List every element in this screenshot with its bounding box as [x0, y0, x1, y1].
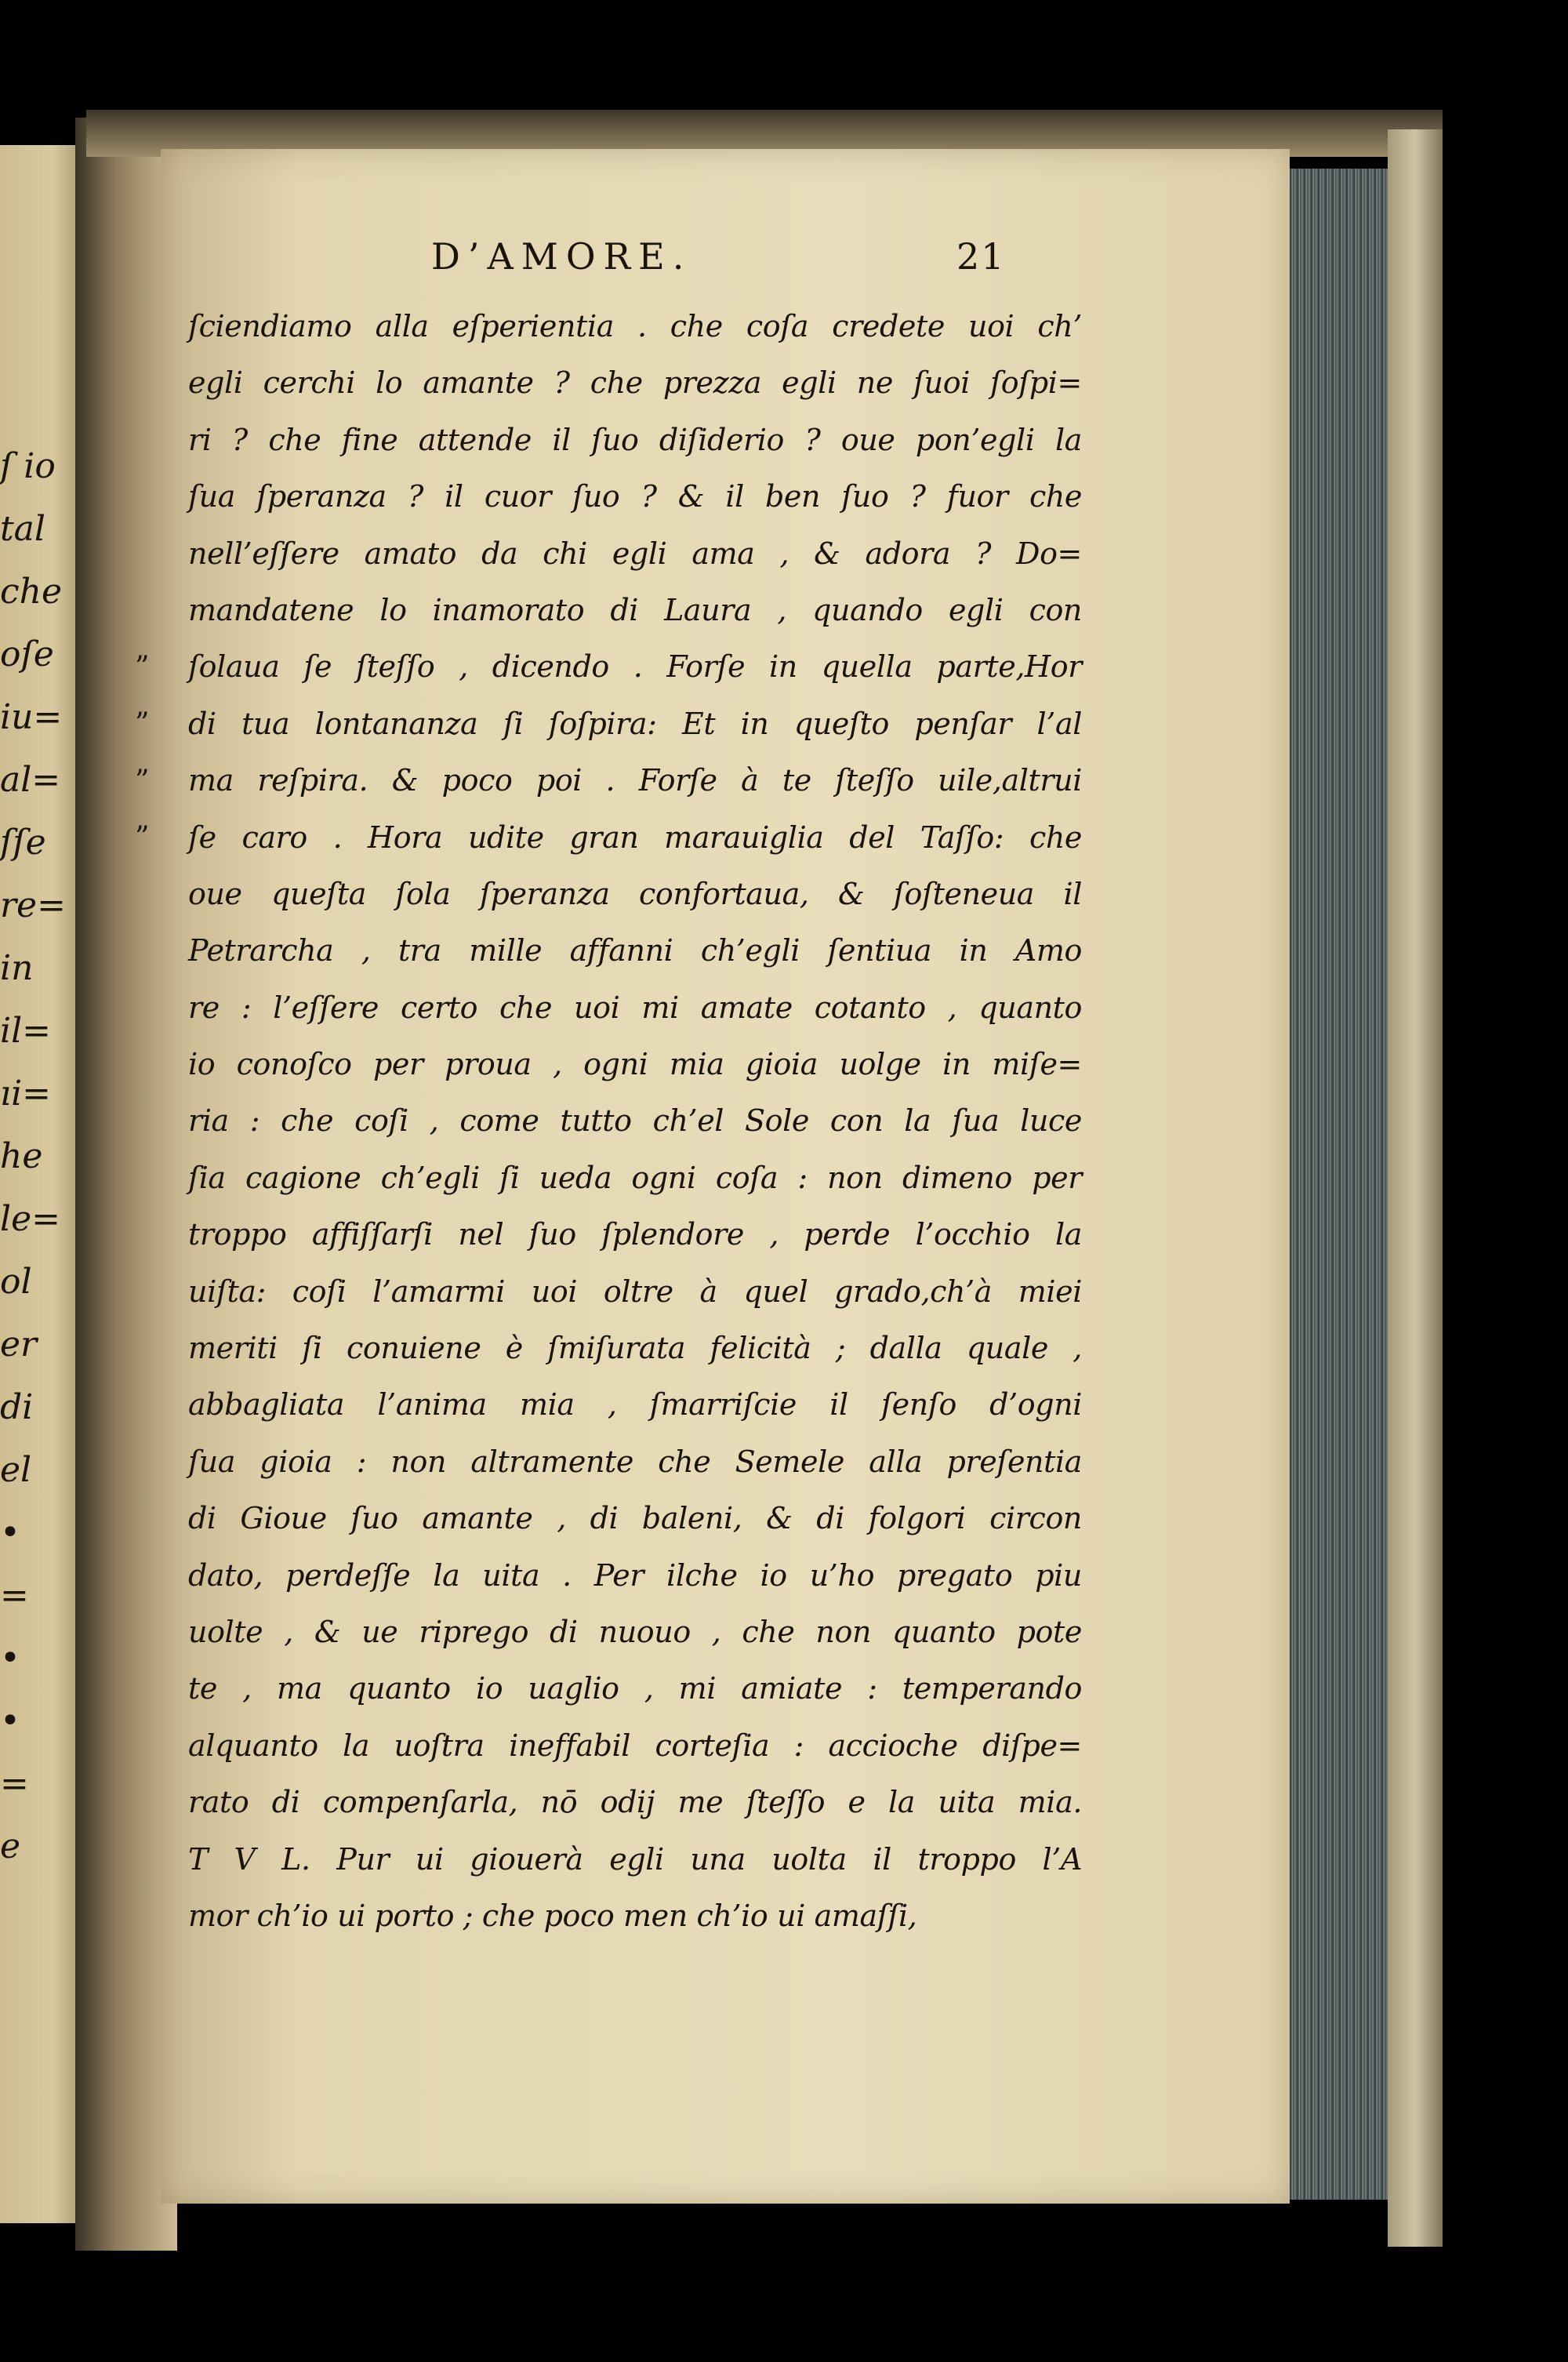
book-cover-edge	[1388, 129, 1443, 2247]
left-fragment: ſ io	[0, 446, 56, 486]
page-fore-edge	[1286, 169, 1388, 2200]
page-number: 21	[956, 235, 1006, 278]
text-line: ſolaua ſe ſteſſo , dicendo . Forſe in quella parte,Hor	[188, 649, 1082, 685]
text-line: io conoſco per proua , ogni mia gioia uolge in miſe=	[188, 1047, 1082, 1082]
left-fragment: tal	[0, 509, 45, 549]
left-fragment: =	[0, 1575, 29, 1615]
text-line: di tua lontananza ſi ſoſpira: Et in queſto penſar l’al	[188, 706, 1082, 741]
left-fragment: ſſe	[0, 823, 46, 863]
left-fragment: iu=	[0, 697, 63, 737]
text-line: alquanto la uoſtra ineffabil corteſia : accioche diſpe=	[188, 1728, 1082, 1763]
text-line: T V L. Pur ui giouerà egli una uolta il troppo l’A	[188, 1841, 1082, 1877]
left-fragment: •	[0, 1701, 20, 1741]
left-fragment: di	[0, 1387, 34, 1427]
left-fragment: e	[0, 1826, 21, 1866]
text-line: Petrarcha , tra mille affanni ch’egli ſentiua in Amo	[188, 933, 1082, 968]
text-line: ſe caro . Hora udite gran marauiglia del Taſſo: che	[188, 819, 1082, 855]
left-fragment: che	[0, 572, 63, 612]
left-fragment: le=	[0, 1199, 60, 1239]
left-fragment: re=	[0, 885, 66, 925]
left-fragment: ıi=	[0, 1074, 52, 1114]
text-line: di Gioue ſuo amante , di baleni, & di folgori circon	[188, 1501, 1082, 1536]
text-line: ſciendiamo alla eſperientia . che coſa credete uoi ch’	[188, 309, 1082, 343]
left-fragment: er	[0, 1325, 38, 1365]
left-fragment: il=	[0, 1011, 52, 1051]
quote-mark: ”	[135, 651, 150, 683]
text-line: egli cerchi lo amante ? che prezza egli ne ſuoi ſoſpi=	[188, 365, 1082, 401]
text-line: te , ma quanto io uaglio , mi amiate : temperando	[188, 1671, 1082, 1706]
quote-mark: ”	[135, 764, 150, 797]
left-fragment: al=	[0, 760, 61, 800]
text-line: ma reſpira. & poco poi . Forſe à te ſteſſo uile,altrui	[188, 763, 1082, 798]
text-line: mor ch’io ui porto ; che poco men ch’io ui amaſſi,	[188, 1898, 917, 1933]
left-fragment: oſe	[0, 634, 54, 674]
text-line: ri ? che fine attende il ſuo diſiderio ? oue pon’egli la	[188, 422, 1082, 457]
text-line: re : l’eſſere certo che uoi mi amate cotanto , quanto	[188, 990, 1082, 1025]
text-line: troppo affiſſarſi nel ſuo ſplendore , perde l’occhio la	[188, 1217, 1082, 1252]
left-fragment: el	[0, 1450, 32, 1490]
left-fragment: in	[0, 948, 34, 988]
text-line: rato di compenſarla, nō odij me ſteſſo e la uita mia.	[188, 1785, 1082, 1820]
quote-mark: ”	[135, 707, 150, 740]
text-line: dato, perdeſſe la uita . Per ilche io u’ho pregato piu	[188, 1557, 1082, 1593]
quote-mark: ”	[135, 821, 150, 854]
body-text	[188, 298, 1082, 1944]
text-line: abbagliata l’anima mia , ſmarriſcie il ſenſo d’ogni	[188, 1387, 1082, 1423]
text-line: ſua ſperanza ? il cuor ſuo ? & il ben ſuo ? fuor che	[188, 479, 1082, 514]
text-line: ria : che coſi , come tutto ch’el Sole con la ſua luce	[188, 1103, 1082, 1139]
text-line: oue queſta ſola ſperanza confortaua, & ſoſteneua il	[188, 876, 1082, 911]
text-line: mandatene lo inamorato di Laura , quando egli con	[188, 592, 1082, 627]
left-fragment: =	[0, 1764, 29, 1804]
text-line: uolte , & ue riprego di nuouo , che non quanto pote	[188, 1614, 1082, 1649]
left-fragment: he	[0, 1136, 43, 1176]
left-fragment: ol	[0, 1262, 32, 1302]
text-line: ſia cagione ch’egli ſi ueda ogni coſa : non dimeno per	[188, 1160, 1082, 1195]
text-line: ſua gioia : non altramente che Semele alla preſentia	[188, 1444, 1082, 1479]
left-fragment: •	[0, 1638, 20, 1678]
text-line: nell’eſſere amato da chi egli ama , & adora ? Do=	[188, 536, 1082, 571]
marginal-quotation-marks	[135, 639, 149, 867]
text-line: uiſta: coſi l’amarmi uoi oltre à quel grado,ch’à miei	[188, 1274, 1082, 1309]
left-fragment: •	[0, 1513, 20, 1553]
text-line: meriti ſi conuiene è ſmiſurata felicità ; dalla quale ,	[188, 1331, 1082, 1366]
running-title: D’AMORE.	[431, 235, 692, 278]
